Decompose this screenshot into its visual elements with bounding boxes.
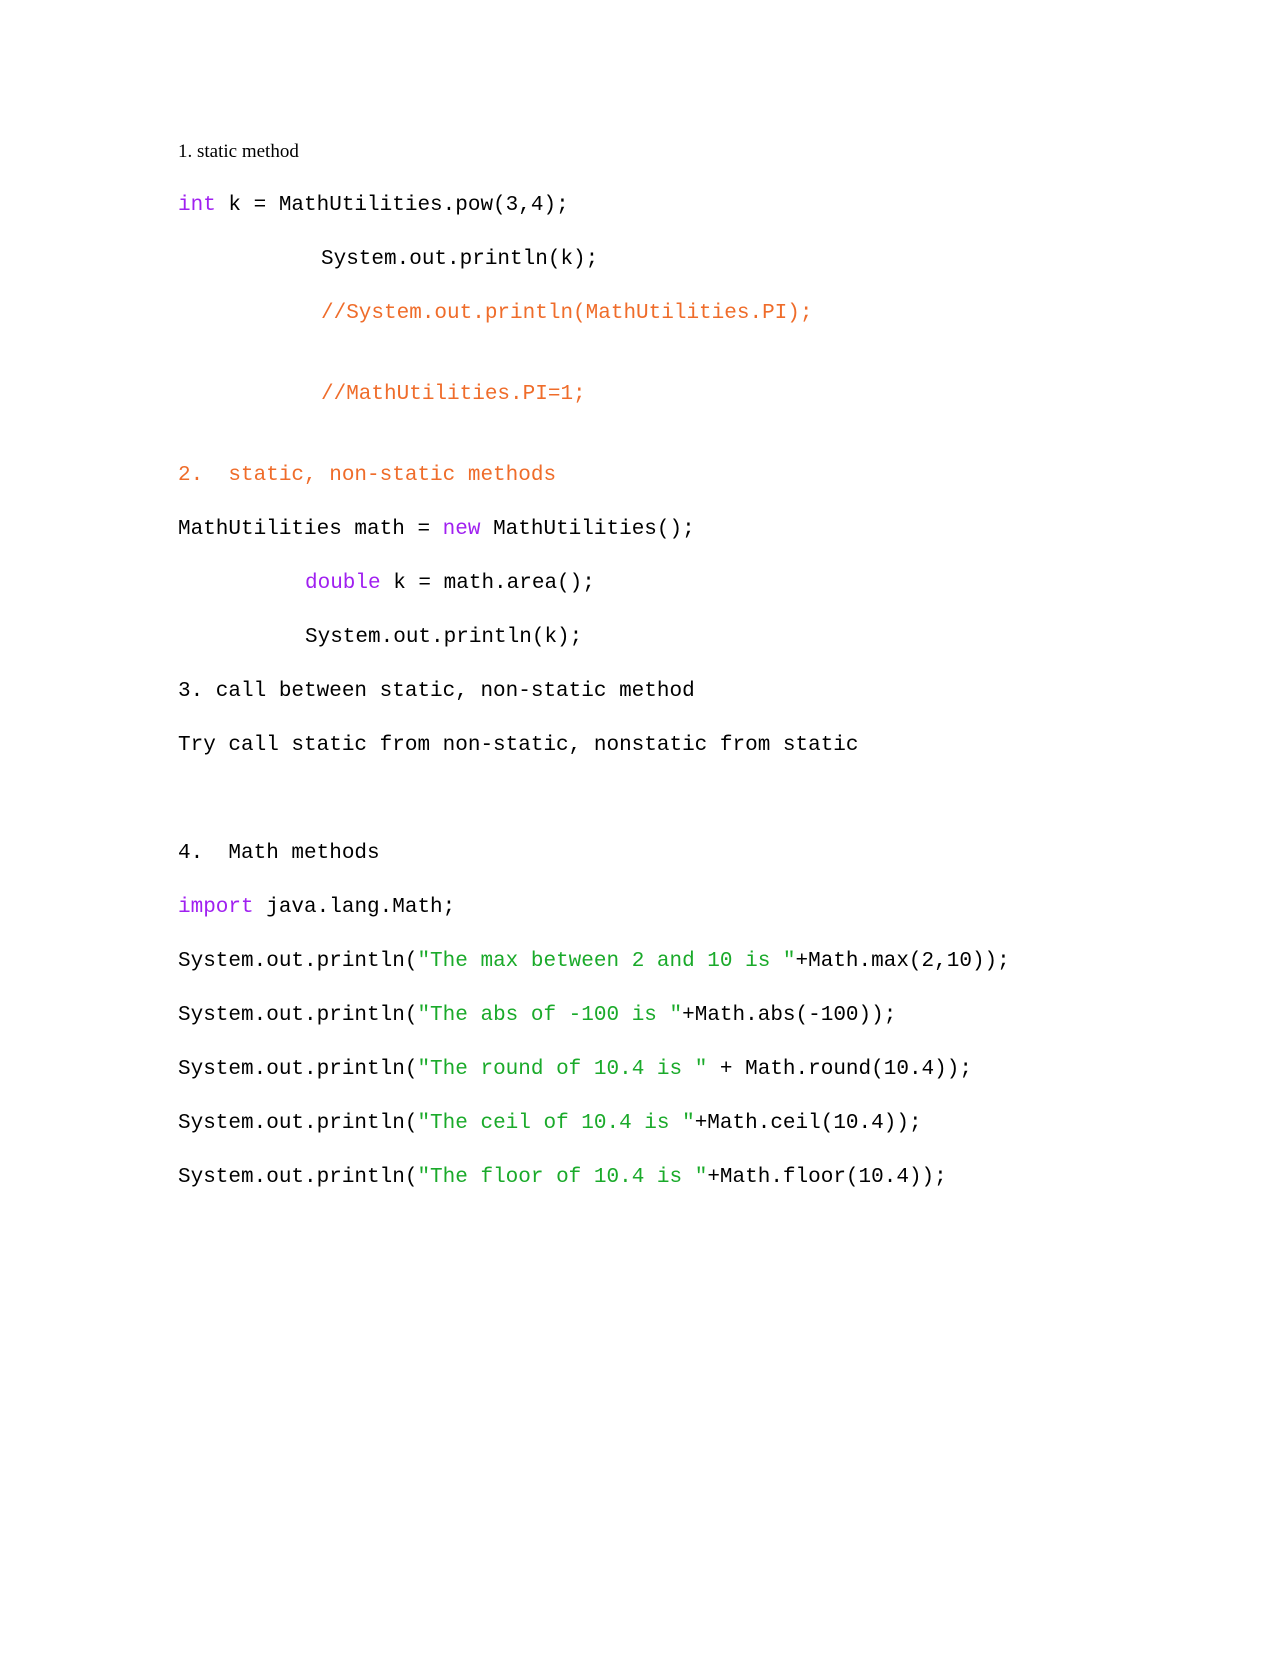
code-text: MathUtilities math = bbox=[178, 518, 443, 541]
heading-call-between-static-nonstatic bbox=[178, 678, 1058, 705]
keyword-new: new bbox=[442, 518, 481, 541]
heading-static-nonstatic-methods bbox=[178, 462, 1058, 489]
keyword-int: int bbox=[178, 194, 216, 217]
code-text: +Math.floor(10.4)); bbox=[707, 1166, 947, 1189]
heading-text: 3. call between static, non-static method bbox=[178, 680, 695, 703]
code-text: System.out.println(k); bbox=[321, 248, 599, 271]
string-literal: "The abs of -100 is " bbox=[417, 1004, 683, 1027]
code-text: System.out.println( bbox=[178, 1058, 418, 1081]
code-line-print-floor bbox=[178, 1164, 1058, 1191]
heading-text: 2. static, non-static methods bbox=[178, 464, 557, 487]
blank-line bbox=[178, 435, 1058, 462]
code-text: System.out.println( bbox=[178, 1166, 418, 1189]
code-text: System.out.println( bbox=[178, 950, 418, 973]
comment-text: //MathUtilities.PI=1; bbox=[321, 383, 586, 406]
heading-static-method: 1. static method bbox=[178, 141, 299, 162]
blank-line bbox=[178, 786, 1058, 813]
code-line-print-round bbox=[178, 1056, 1058, 1083]
code-text: System.out.println( bbox=[178, 1004, 418, 1027]
blank-line bbox=[178, 813, 1058, 840]
blank-line bbox=[178, 354, 1058, 381]
code-text: System.out.println( bbox=[178, 1112, 418, 1135]
code-text: MathUtilities(); bbox=[480, 518, 695, 541]
code-text: java.lang.Math; bbox=[253, 896, 456, 919]
code-line-print-ceil bbox=[178, 1110, 1058, 1137]
code-text: +Math.abs(-100)); bbox=[682, 1004, 897, 1027]
code-line-int-k bbox=[178, 192, 1058, 219]
code-line-double-k-area bbox=[178, 570, 1058, 597]
body-text: Try call static from non-static, nonstatic from static bbox=[178, 734, 859, 757]
code-line-println-k-1 bbox=[178, 246, 1058, 273]
keyword-double: double bbox=[305, 572, 381, 595]
code-text: k = MathUtilities.pow(3,4); bbox=[215, 194, 569, 217]
code-line-comment-pi-assign bbox=[178, 381, 1058, 408]
code-text: System.out.println(k); bbox=[305, 626, 583, 649]
heading-text: 4. Math methods bbox=[178, 842, 380, 865]
code-line-mathutilities-new bbox=[178, 516, 1058, 543]
string-literal: "The floor of 10.4 is " bbox=[417, 1166, 708, 1189]
code-line-println-k-2 bbox=[178, 624, 1058, 651]
code-line-import-math bbox=[178, 894, 1058, 921]
string-literal: "The max between 2 and 10 is " bbox=[417, 950, 796, 973]
code-text: +Math.max(2,10)); bbox=[795, 950, 1010, 973]
code-line-print-max bbox=[178, 948, 1058, 975]
code-text: +Math.ceil(10.4)); bbox=[694, 1112, 922, 1135]
string-literal: "The ceil of 10.4 is " bbox=[417, 1112, 695, 1135]
code-text: k = math.area(); bbox=[380, 572, 595, 595]
string-literal: "The round of 10.4 is " bbox=[417, 1058, 708, 1081]
comment-text: //System.out.println(MathUtilities.PI); bbox=[321, 302, 813, 325]
document-body bbox=[178, 140, 1058, 1218]
code-text: + Math.round(10.4)); bbox=[707, 1058, 972, 1081]
code-line-print-abs bbox=[178, 1002, 1058, 1029]
text-try-call bbox=[178, 732, 1058, 759]
code-line-comment-pi-print bbox=[178, 300, 1058, 327]
heading-math-methods bbox=[178, 840, 1058, 867]
keyword-import: import bbox=[178, 896, 254, 919]
